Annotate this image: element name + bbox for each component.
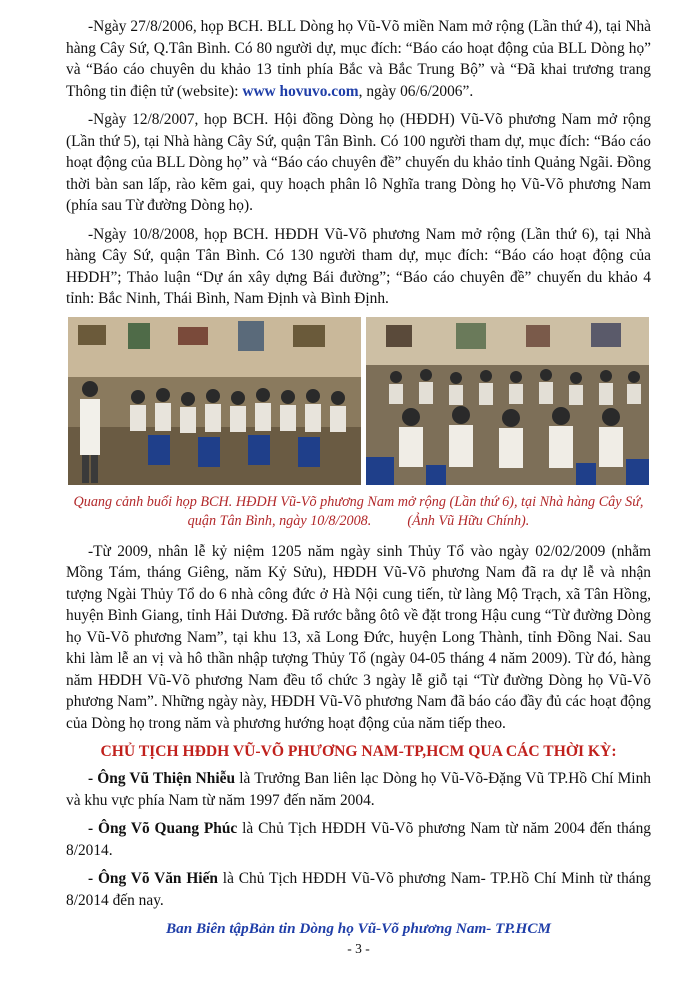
paragraph-2007: -Ngày 12/8/2007, họp BCH. Hội đồng Dòng họ (HĐDH) Vũ-Võ phương Nam mở rộng (Lần thứ 5), tại Nhà hàng Cây Sứ, quận Tân Bình. Có 100 người tham dự, mục đích: “Báo cáo hoạt động của BLL Dòng họ” và “Báo cáo chuyên đề” chuyến du khảo tỉnh Quảng Ngãi. Đồng thời bàn san lấp, rào kẽm gai, quy hoạch phân lô Nghĩa trang Dòng họ Vũ-Võ phương Nam (phía sau Từ đường Dòng họ). <box>66 111 651 214</box>
chair-item-2: - Ông Võ Quang Phúc là Chủ Tịch HĐDH Vũ-Võ phương Nam từ năm 2004 đến tháng 8/2014. <box>66 820 651 859</box>
page-footer <box>66 919 651 958</box>
chair-item-1: - Ông Vũ Thiện Nhiễu là Trưởng Ban liên lạc Dòng họ Vũ-Võ-Đặng Vũ TP.Hồ Chí Minh và khu vực phía Nam từ năm 1997 đến năm 2004. <box>66 770 651 809</box>
chair-item-3: - Ông Võ Văn Hiến là Chủ Tịch HĐDH Vũ-Võ phương Nam- TP.Hồ Chí Minh từ tháng 8/2014 đến nay. <box>66 870 651 909</box>
website-link[interactable]: www hovuvo.com <box>242 82 359 100</box>
photo-caption: Quang cảnh buổi họp BCH. HĐDH Vũ-Võ phương Nam mở rộng (Lần thứ 6), tại Nhà hàng Cây Sứ, quận Tân Bình, ngày 10/8/2008. (Ảnh Vũ Hữu Chính). <box>73 493 644 529</box>
chairs-heading: CHỦ TỊCH HĐDH VŨ-VÕ PHƯƠNG NAM-TP,HCM QUA CÁC THỜI KỲ: <box>100 743 617 760</box>
meeting-photo-right <box>366 317 649 485</box>
footer-title: Ban Biên tậpBản tin Dòng họ Vũ-Võ phương Nam- TP.HCM <box>166 920 551 937</box>
document-page <box>66 16 651 918</box>
meeting-photo-left <box>68 317 361 485</box>
photo-row <box>66 317 651 485</box>
page-number: - 3 - <box>347 941 370 956</box>
paragraph-2008: -Ngày 10/8/2008, họp BCH. HĐDH Vũ-Võ phương Nam mở rộng (Lần thứ 6), tại Nhà hàng Cây Sứ, quận Tân Bình. Có 130 người tham dự, mục đích: “Báo cáo hoạt động của HĐDH”; Thảo luận “Dự án xây dựng Bái đường”; “Báo cáo chuyên đề” chuyến du khảo 4 tỉnh: Bắc Ninh, Thái Bình, Nam Định và Bình Định. <box>66 225 651 307</box>
paragraph-2006: -Ngày 27/8/2006, họp BCH. BLL Dòng họ Vũ-Võ miền Nam mở rộng (Lần thứ 4), tại Nhà hàng Cây Sứ, Q.Tân Bình. Có 80 người dự, mục đích: “Báo cáo hoạt động của BLL Dòng họ” và “Báo cáo chuyên du khảo 13 tỉnh phía Bắc và Bắc Trung Bộ” và “Đã khai trương trang Thông tin điện tử (website): www hovuvo.com, ngày 06/6/2006”. <box>66 18 651 100</box>
paragraph-2009: -Từ 2009, nhân lễ kỷ niệm 1205 năm ngày sinh Thủy Tổ vào ngày 02/02/2009 (nhằm Mồng Tám, tháng Giêng, năm Kỷ Sửu), HĐDH Vũ-Võ phương Nam đã ra dự lễ và nhận tượng Ngài Thủy Tổ do 6 nhà công đức ở Hà Nội cung tiến, từ làng Mộ Trạch, xã Tân Hồng, huyện Bình Giang, tỉnh Hải Dương. Đã rước bằng ôtô về đặt trong Hậu cung “Từ đường Dòng họ Vũ-Võ phương Nam”, tại khu 13, xã Long Đức, huyện Long Thành, tỉnh Đồng Nai. Sau khi làm lễ an vị và hô thần nhập tượng Thủy Tổ (ngày 04-05 tháng 4 năm 2009). Từ đó, hàng năm HĐDH Vũ-Võ phương Nam đều tổ chức 3 ngày lễ giỗ tại “Từ đường Dòng họ Vũ-Võ phương Nam”. Những ngày này, HĐDH Vũ-Võ phương Nam đã báo cáo đầy đủ các hoạt động của Dòng họ trong năm và phương hướng hoạt động của năm tiếp theo. <box>66 542 651 732</box>
photo-credit: (Ảnh Vũ Hữu Chính). <box>407 512 530 529</box>
